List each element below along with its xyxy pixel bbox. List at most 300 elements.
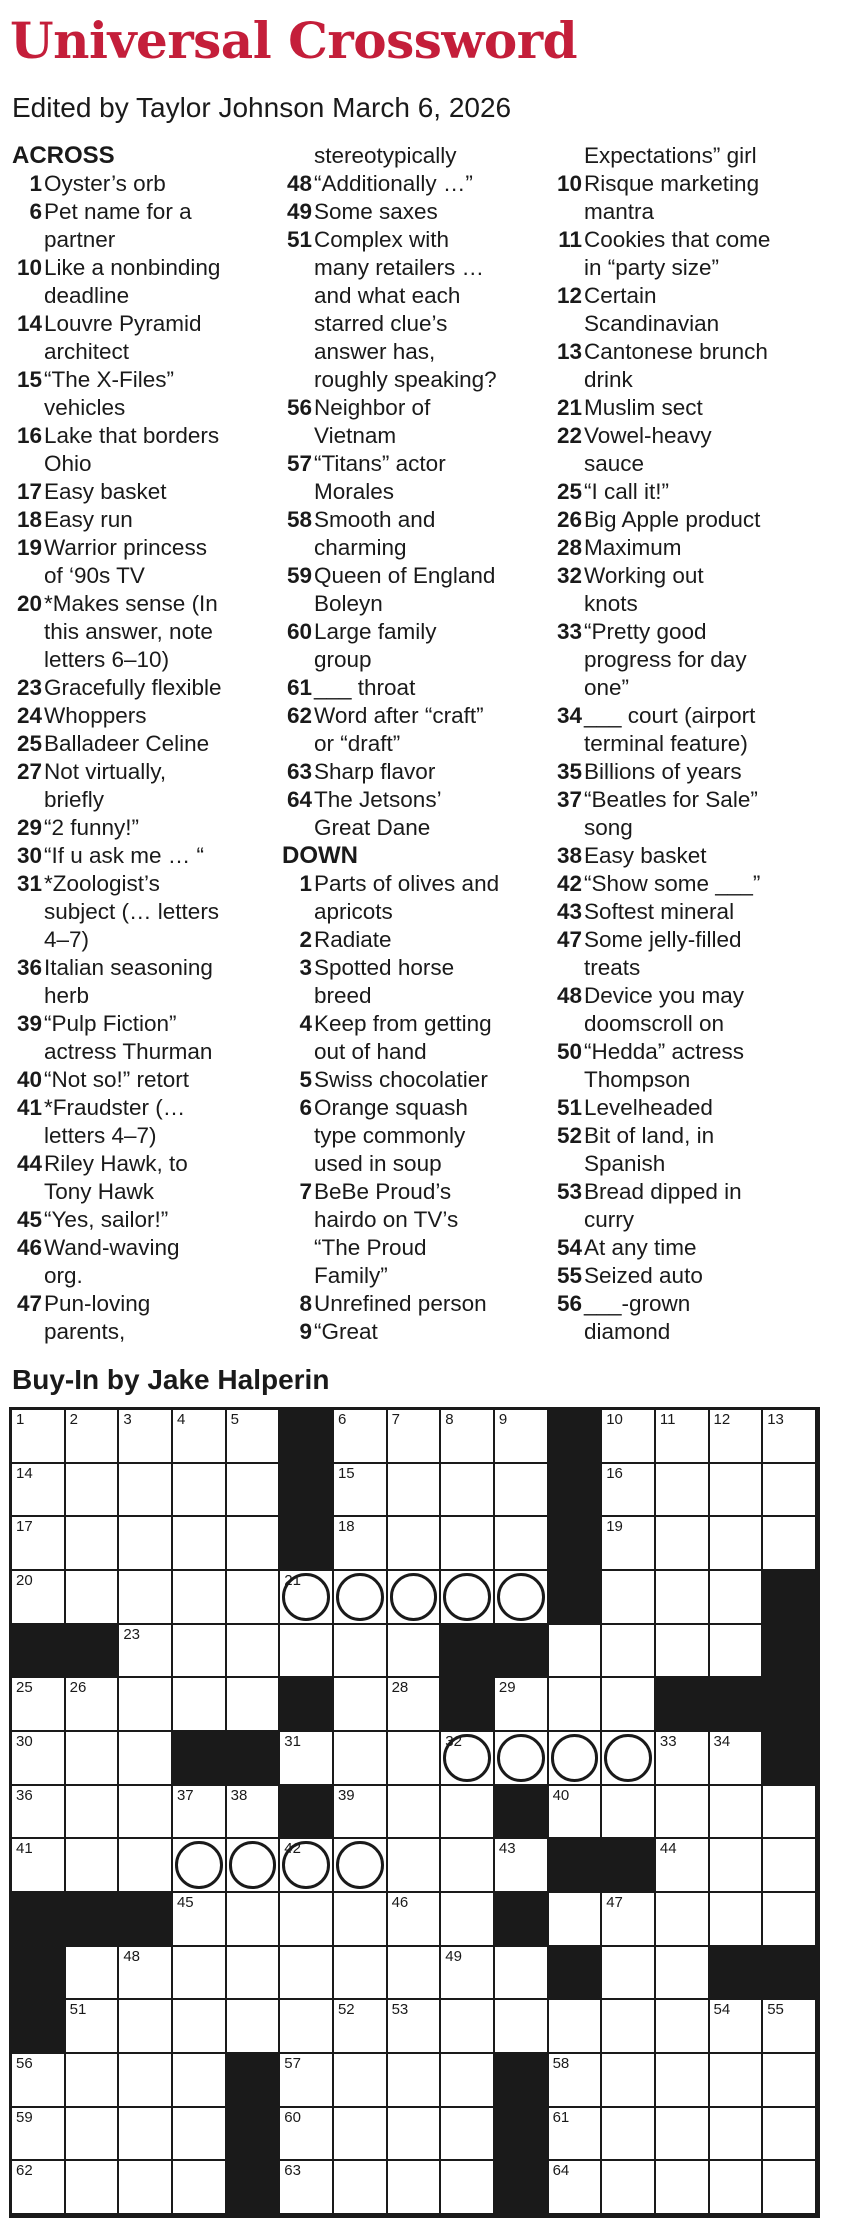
cell-number: 60 xyxy=(284,2108,301,2126)
grid-cell[interactable] xyxy=(710,1839,764,1893)
clue-item[interactable] xyxy=(282,926,544,954)
grid-cell[interactable] xyxy=(227,1786,281,1840)
grid-cell[interactable] xyxy=(173,2108,227,2162)
clue-item[interactable] xyxy=(282,954,544,1010)
grid-cell[interactable] xyxy=(388,2000,442,2054)
grid-cell[interactable] xyxy=(280,1893,334,1947)
grid-cell[interactable] xyxy=(334,2161,388,2215)
grid-cell[interactable] xyxy=(602,1571,656,1625)
clue-item[interactable] xyxy=(282,226,544,394)
clue-item[interactable] xyxy=(282,562,544,618)
clue-item[interactable] xyxy=(552,422,814,478)
clue-item[interactable] xyxy=(12,1066,274,1094)
grid-cell[interactable] xyxy=(280,2108,334,2162)
clue-item[interactable] xyxy=(552,786,814,842)
grid-cell[interactable] xyxy=(388,1625,442,1679)
clue-item[interactable] xyxy=(552,758,814,786)
grid-cell[interactable] xyxy=(441,1786,495,1840)
grid-cell[interactable] xyxy=(710,1625,764,1679)
grid-cell[interactable] xyxy=(441,1732,495,1786)
clue-item[interactable] xyxy=(12,534,274,590)
grid-cell[interactable] xyxy=(549,1678,603,1732)
clue-number: 16 xyxy=(16,423,42,448)
grid-cell[interactable] xyxy=(656,1625,710,1679)
clue-item[interactable] xyxy=(552,1094,814,1122)
grid-cell[interactable] xyxy=(334,1517,388,1571)
clue-item[interactable] xyxy=(552,170,814,226)
clue-item[interactable] xyxy=(552,1122,814,1178)
grid-cell[interactable] xyxy=(388,1732,442,1786)
clue-text-line: Louvre Pyramid xyxy=(44,311,202,336)
clue-item[interactable] xyxy=(282,198,544,226)
clue-item[interactable] xyxy=(282,1318,544,1346)
clue-item[interactable] xyxy=(282,1178,544,1290)
grid-cell[interactable] xyxy=(227,1678,281,1732)
clue-item[interactable] xyxy=(282,870,544,926)
grid-cell[interactable] xyxy=(334,1893,388,1947)
grid-cell[interactable] xyxy=(173,1625,227,1679)
grid-cell[interactable] xyxy=(656,1893,710,1947)
grid-cell[interactable] xyxy=(173,1786,227,1840)
grid-cell[interactable] xyxy=(173,2054,227,2108)
grid-cell[interactable] xyxy=(602,1947,656,2001)
grid-cell[interactable] xyxy=(119,1517,173,1571)
grid-cell[interactable] xyxy=(495,1732,549,1786)
grid-cell[interactable] xyxy=(495,1517,549,1571)
grid-cell[interactable] xyxy=(12,1678,66,1732)
grid-cell[interactable] xyxy=(441,2108,495,2162)
grid-cell[interactable] xyxy=(710,1786,764,1840)
grid-cell[interactable] xyxy=(763,2000,817,2054)
grid-cell[interactable] xyxy=(710,1732,764,1786)
grid-cell[interactable] xyxy=(495,1947,549,2001)
grid-cell[interactable] xyxy=(334,1947,388,2001)
grid-cell[interactable] xyxy=(173,2000,227,2054)
cell-number: 23 xyxy=(123,1625,140,1643)
clue-item[interactable] xyxy=(12,1234,274,1290)
clue-item[interactable] xyxy=(282,702,544,758)
grid-cell[interactable] xyxy=(602,1786,656,1840)
clue-text-line: Riley Hawk, to xyxy=(44,1151,188,1176)
grid-cell[interactable] xyxy=(66,1947,120,2001)
grid-cell[interactable] xyxy=(12,2108,66,2162)
clue-item[interactable] xyxy=(12,814,274,842)
grid-cell[interactable] xyxy=(280,1839,334,1893)
grid-cell[interactable] xyxy=(441,2054,495,2108)
clue-item[interactable] xyxy=(552,534,814,562)
clue-item[interactable] xyxy=(12,1094,274,1150)
grid-cell[interactable] xyxy=(656,1464,710,1518)
grid-cell[interactable] xyxy=(119,1571,173,1625)
clue-text-line: Vowel-heavy xyxy=(584,423,712,448)
grid-cell[interactable] xyxy=(66,1410,120,1464)
clue-item[interactable] xyxy=(552,1038,814,1094)
clue-item[interactable] xyxy=(12,842,274,870)
clue-text-line: Some jelly-filled xyxy=(584,927,742,952)
clue-item[interactable] xyxy=(552,870,814,898)
clue-item[interactable] xyxy=(12,170,274,198)
clue-number: 26 xyxy=(556,507,582,532)
clue-item[interactable] xyxy=(552,898,814,926)
grid-cell[interactable] xyxy=(66,1517,120,1571)
grid-cell[interactable] xyxy=(280,1625,334,1679)
clue-item[interactable] xyxy=(552,1234,814,1262)
grid-cell[interactable] xyxy=(763,1839,817,1893)
grid-cell[interactable] xyxy=(656,1786,710,1840)
grid-cell[interactable] xyxy=(119,2108,173,2162)
grid-cell[interactable] xyxy=(602,2000,656,2054)
clue-item[interactable] xyxy=(12,1290,274,1346)
grid-cell[interactable] xyxy=(710,2108,764,2162)
grid-cell[interactable] xyxy=(334,1464,388,1518)
clue-item[interactable] xyxy=(12,254,274,310)
grid-cell[interactable] xyxy=(495,1410,549,1464)
grid-cell[interactable] xyxy=(227,1839,281,1893)
grid-cell[interactable] xyxy=(119,2000,173,2054)
grid-cell[interactable] xyxy=(763,2108,817,2162)
clue-text xyxy=(44,506,274,534)
grid-cell[interactable] xyxy=(495,1839,549,1893)
grid-cell[interactable] xyxy=(119,2054,173,2108)
grid-cell[interactable] xyxy=(656,1410,710,1464)
grid-cell[interactable] xyxy=(280,1947,334,2001)
grid-cell[interactable] xyxy=(441,2000,495,2054)
grid-cell[interactable] xyxy=(656,1947,710,2001)
grid-cell[interactable] xyxy=(441,1571,495,1625)
grid-cell[interactable] xyxy=(12,1786,66,1840)
grid-cell[interactable] xyxy=(66,1571,120,1625)
clue-item[interactable] xyxy=(552,1262,814,1290)
clue-item[interactable] xyxy=(552,618,814,702)
grid-cell[interactable] xyxy=(119,2161,173,2215)
clue-item[interactable] xyxy=(552,282,814,338)
grid-cell[interactable] xyxy=(173,1410,227,1464)
clue-item[interactable] xyxy=(282,1290,544,1318)
clue-number: 63 xyxy=(286,759,312,784)
grid-cell[interactable] xyxy=(227,1893,281,1947)
grid-cell[interactable] xyxy=(602,2054,656,2108)
grid-cell[interactable] xyxy=(334,2108,388,2162)
clue-text-line: Easy run xyxy=(44,507,133,532)
grid-cell[interactable] xyxy=(280,2054,334,2108)
black-square xyxy=(549,1517,603,1571)
black-square xyxy=(12,1893,66,1947)
clue-item[interactable] xyxy=(12,758,274,814)
clue-item[interactable] xyxy=(282,1010,544,1066)
grid-cell[interactable] xyxy=(710,2000,764,2054)
grid-cell[interactable] xyxy=(173,1464,227,1518)
grid-cell[interactable] xyxy=(441,2161,495,2215)
grid-cell[interactable] xyxy=(119,1410,173,1464)
grid-cell[interactable] xyxy=(227,1947,281,2001)
grid-cell[interactable] xyxy=(66,1464,120,1518)
grid-cell[interactable] xyxy=(549,2161,603,2215)
grid-cell[interactable] xyxy=(119,1732,173,1786)
clue-column-1 xyxy=(12,142,274,1346)
black-square xyxy=(710,1678,764,1732)
grid-cell[interactable] xyxy=(388,1678,442,1732)
grid-cell[interactable] xyxy=(549,1786,603,1840)
clue-item[interactable] xyxy=(282,674,544,702)
clue-item[interactable] xyxy=(552,338,814,394)
clue-item[interactable] xyxy=(12,422,274,478)
cell-number: 18 xyxy=(337,1518,355,1536)
clue-item[interactable] xyxy=(552,1178,814,1234)
grid-cell[interactable] xyxy=(602,1678,656,1732)
grid-cell[interactable] xyxy=(495,1571,549,1625)
grid-cell[interactable] xyxy=(656,2054,710,2108)
grid-cell[interactable] xyxy=(227,2000,281,2054)
grid-cell[interactable] xyxy=(710,1410,764,1464)
grid-cell[interactable] xyxy=(763,2161,817,2215)
grid-cell[interactable] xyxy=(334,1786,388,1840)
grid-cell[interactable] xyxy=(388,1786,442,1840)
clue-number: 47 xyxy=(16,1291,42,1316)
clue-item[interactable] xyxy=(282,170,544,198)
grid-cell[interactable] xyxy=(549,2000,603,2054)
grid-cell[interactable] xyxy=(602,1410,656,1464)
clue-text xyxy=(314,506,544,562)
grid-cell[interactable] xyxy=(602,1517,656,1571)
clue-item[interactable] xyxy=(12,954,274,1010)
grid-cell[interactable] xyxy=(280,2161,334,2215)
grid-cell[interactable] xyxy=(763,1464,817,1518)
grid-cell[interactable] xyxy=(602,2108,656,2162)
clue-item[interactable] xyxy=(552,506,814,534)
grid-cell[interactable] xyxy=(763,1517,817,1571)
grid-cell[interactable] xyxy=(173,1571,227,1625)
clue-item[interactable] xyxy=(12,478,274,506)
grid-cell[interactable] xyxy=(710,2054,764,2108)
clue-item[interactable] xyxy=(282,758,544,786)
black-square xyxy=(66,1625,120,1679)
clue-text-line: herb xyxy=(44,983,90,1008)
grid-cell[interactable] xyxy=(656,1571,710,1625)
clue-item[interactable] xyxy=(552,842,814,870)
grid-cell[interactable] xyxy=(602,1464,656,1518)
clue-item[interactable] xyxy=(282,786,544,842)
grid-cell[interactable] xyxy=(12,1732,66,1786)
circle-marker xyxy=(497,1734,545,1782)
grid-cell[interactable] xyxy=(119,1839,173,1893)
grid-cell[interactable] xyxy=(334,2054,388,2108)
grid-cell[interactable] xyxy=(280,2000,334,2054)
grid-cell[interactable] xyxy=(334,2000,388,2054)
clue-item[interactable] xyxy=(12,1150,274,1206)
grid-cell[interactable] xyxy=(66,1839,120,1893)
clue-item[interactable] xyxy=(12,590,274,674)
grid-cell[interactable] xyxy=(66,1678,120,1732)
grid-cell[interactable] xyxy=(441,1893,495,1947)
clue-number: 46 xyxy=(16,1235,42,1260)
grid-cell[interactable] xyxy=(388,1571,442,1625)
grid-cell[interactable] xyxy=(656,1517,710,1571)
cell-number: 1 xyxy=(16,1411,25,1428)
grid-cell[interactable] xyxy=(12,1571,66,1625)
clue-number: 35 xyxy=(556,759,582,784)
grid-cell[interactable] xyxy=(549,1732,603,1786)
clue-number: 62 xyxy=(286,703,312,728)
grid-cell[interactable] xyxy=(763,1410,817,1464)
clue-item[interactable] xyxy=(12,506,274,534)
clue-item[interactable] xyxy=(12,198,274,254)
clue-item[interactable] xyxy=(552,478,814,506)
grid-cell[interactable] xyxy=(227,1517,281,1571)
cell-number: 47 xyxy=(606,1893,623,1911)
grid-cell[interactable] xyxy=(12,1410,66,1464)
grid-cell[interactable] xyxy=(119,1786,173,1840)
grid-cell[interactable] xyxy=(388,2161,442,2215)
grid-cell[interactable] xyxy=(119,1464,173,1518)
grid-cell[interactable] xyxy=(388,1410,442,1464)
grid-cell[interactable] xyxy=(388,2054,442,2108)
grid-cell[interactable] xyxy=(388,1517,442,1571)
clue-item[interactable] xyxy=(12,730,274,758)
circle-marker xyxy=(497,1573,545,1621)
clue-item[interactable] xyxy=(12,870,274,954)
grid-cell[interactable] xyxy=(495,1464,549,1518)
clue-item[interactable] xyxy=(12,366,274,422)
grid-cell[interactable] xyxy=(12,2161,66,2215)
grid-cell[interactable] xyxy=(656,2000,710,2054)
grid-cell[interactable] xyxy=(549,2108,603,2162)
grid-cell[interactable] xyxy=(66,2161,120,2215)
grid-cell[interactable] xyxy=(710,1893,764,1947)
grid-cell[interactable] xyxy=(334,1625,388,1679)
grid-cell[interactable] xyxy=(441,1464,495,1518)
grid-cell[interactable] xyxy=(549,1893,603,1947)
grid-cell[interactable] xyxy=(388,2108,442,2162)
grid-cell[interactable] xyxy=(227,1571,281,1625)
grid-cell[interactable] xyxy=(12,1517,66,1571)
grid-cell[interactable] xyxy=(495,1678,549,1732)
grid-cell[interactable] xyxy=(441,1947,495,2001)
grid-cell[interactable] xyxy=(388,1464,442,1518)
grid-cell[interactable] xyxy=(763,2054,817,2108)
grid-cell[interactable] xyxy=(334,1839,388,1893)
clue-item[interactable] xyxy=(552,926,814,982)
clue-item[interactable] xyxy=(12,1010,274,1066)
grid-cell[interactable] xyxy=(602,2161,656,2215)
grid-cell[interactable] xyxy=(119,1947,173,2001)
grid-cell[interactable] xyxy=(280,1571,334,1625)
grid-cell[interactable] xyxy=(656,1732,710,1786)
black-square xyxy=(763,1625,817,1679)
grid-cell[interactable] xyxy=(66,1732,120,1786)
grid-cell[interactable] xyxy=(710,2161,764,2215)
clue-item[interactable] xyxy=(282,450,544,506)
clue-item[interactable] xyxy=(12,702,274,730)
grid-cell[interactable] xyxy=(334,1410,388,1464)
grid-cell[interactable] xyxy=(763,1893,817,1947)
black-square xyxy=(280,1410,334,1464)
grid-cell[interactable] xyxy=(549,1625,603,1679)
grid-cell[interactable] xyxy=(441,1410,495,1464)
clue-item[interactable] xyxy=(12,1206,274,1234)
clue-item[interactable] xyxy=(552,226,814,282)
grid-cell[interactable] xyxy=(173,1517,227,1571)
grid-cell[interactable] xyxy=(66,2108,120,2162)
grid-cell[interactable] xyxy=(388,1947,442,2001)
grid-cell[interactable] xyxy=(227,1410,281,1464)
clue-item[interactable] xyxy=(552,562,814,618)
grid-cell[interactable] xyxy=(710,1517,764,1571)
grid-cell[interactable] xyxy=(66,2054,120,2108)
crossword-grid xyxy=(12,1410,817,2215)
grid-cell[interactable] xyxy=(549,2054,603,2108)
grid-cell[interactable] xyxy=(763,1786,817,1840)
grid-cell[interactable] xyxy=(173,1893,227,1947)
grid-cell[interactable] xyxy=(710,1571,764,1625)
clue-number: 33 xyxy=(556,619,582,644)
clue-text xyxy=(584,338,814,394)
grid-cell[interactable] xyxy=(119,1625,173,1679)
grid-cell[interactable] xyxy=(12,2054,66,2108)
grid-cell[interactable] xyxy=(173,2161,227,2215)
grid-cell[interactable] xyxy=(334,1678,388,1732)
clue-item[interactable] xyxy=(282,394,544,450)
clue-item[interactable] xyxy=(282,506,544,562)
clue-item[interactable] xyxy=(282,618,544,674)
clue-item[interactable] xyxy=(552,982,814,1038)
grid-cell[interactable] xyxy=(602,1625,656,1679)
grid-cell[interactable] xyxy=(173,1839,227,1893)
clue-text xyxy=(584,506,814,534)
grid-cell[interactable] xyxy=(441,1839,495,1893)
grid-cell[interactable] xyxy=(656,1839,710,1893)
grid-cell[interactable] xyxy=(227,1625,281,1679)
grid-cell[interactable] xyxy=(656,2161,710,2215)
grid-cell[interactable] xyxy=(12,1464,66,1518)
grid-cell[interactable] xyxy=(602,1893,656,1947)
grid-cell[interactable] xyxy=(441,1517,495,1571)
clue-text xyxy=(314,926,544,954)
clue-text-line: Oyster’s orb xyxy=(44,171,166,196)
clue-text-line: ___ throat xyxy=(314,675,416,700)
grid-cell[interactable] xyxy=(710,1464,764,1518)
grid-cell[interactable] xyxy=(280,1732,334,1786)
grid-cell[interactable] xyxy=(173,1678,227,1732)
clue-item[interactable] xyxy=(282,1094,544,1178)
clue-text-line: song xyxy=(584,815,633,840)
grid-cell[interactable] xyxy=(602,1732,656,1786)
grid-cell[interactable] xyxy=(12,1839,66,1893)
clue-item[interactable] xyxy=(552,1290,814,1346)
clue-number: 29 xyxy=(16,815,42,840)
grid-cell[interactable] xyxy=(388,1893,442,1947)
grid-cell[interactable] xyxy=(66,1786,120,1840)
clue-item[interactable] xyxy=(282,1066,544,1094)
clue-text-line: Easy basket xyxy=(584,843,707,868)
black-square xyxy=(656,1678,710,1732)
clue-item[interactable] xyxy=(552,702,814,758)
grid-cell[interactable] xyxy=(334,1571,388,1625)
cell-number: 62 xyxy=(16,2162,33,2180)
clue-text xyxy=(44,758,274,814)
grid-cell[interactable] xyxy=(388,1839,442,1893)
grid-cell[interactable] xyxy=(66,2000,120,2054)
grid-cell[interactable] xyxy=(227,1464,281,1518)
grid-cell[interactable] xyxy=(656,2108,710,2162)
grid-cell[interactable] xyxy=(334,1732,388,1786)
clue-item[interactable] xyxy=(12,674,274,702)
grid-cell[interactable] xyxy=(495,2000,549,2054)
clue-item[interactable] xyxy=(12,310,274,366)
grid-cell[interactable] xyxy=(173,1947,227,2001)
clue-text xyxy=(584,562,814,618)
clue-item[interactable] xyxy=(552,394,814,422)
grid-cell[interactable] xyxy=(119,1678,173,1732)
